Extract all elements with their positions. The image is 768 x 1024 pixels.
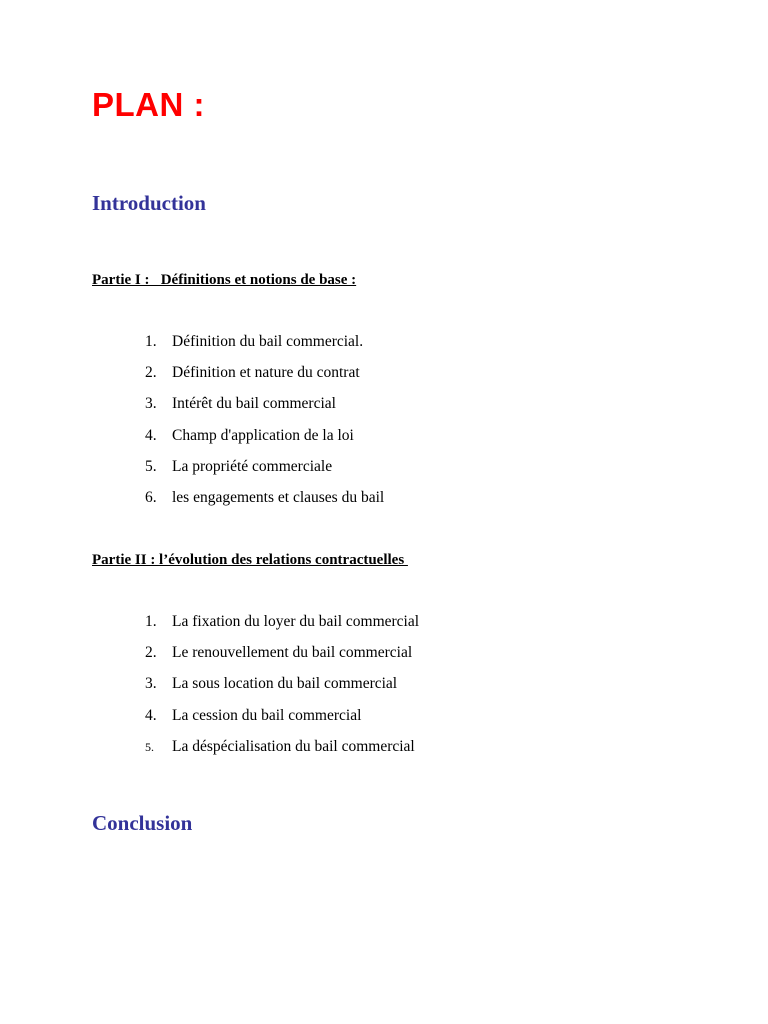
list-item-number: 2. [145,644,157,662]
list-item-text: La déspécialisation du bail commercial [172,737,415,755]
list-item-text: Définition du bail commercial. [172,333,364,350]
list-item-text: Intérêt du bail commercial [172,395,336,413]
list-item-text: La fixation du loyer du bail commercial [172,613,420,630]
list-item [145,489,384,520]
part-2-list [145,613,419,769]
list-item-number: 2. [145,364,157,382]
list-item-number: 5. [145,457,157,475]
list-item [145,644,419,675]
plan-title: PLAN : [92,86,205,123]
list-item-number: 1. [145,613,157,630]
list-item-text: Champ d'application de la loi [172,426,354,444]
part-1-heading: Partie I : Définitions et notions de base : [92,272,357,288]
list-item-number: 6. [145,488,157,506]
list-item [145,613,419,644]
list-item-number: 3. [145,675,157,693]
list-item-text: La sous location du bail commercial [172,675,398,693]
list-item [145,333,384,364]
list-item-text: Le renouvellement du bail commercial [172,644,413,662]
list-item-text: La cession du bail commercial [172,706,362,724]
list-item [145,395,384,426]
list-item [145,738,419,769]
conclusion-heading: Conclusion [92,811,193,835]
list-item-text: les engagements et clauses du bail [172,488,385,506]
list-item-number: 4. [145,426,157,444]
list-item-number: 1. [145,333,157,350]
list-item [145,364,384,395]
list-item-number: 5. [145,739,154,754]
list-item-number: 3. [145,395,157,413]
list-item-number: 4. [145,706,157,724]
list-item [145,707,419,738]
list-item [145,427,384,458]
list-item [145,675,419,706]
introduction-heading: Introduction [92,191,206,215]
list-item [145,458,384,489]
list-item-text: La propriété commerciale [172,457,333,475]
list-item-text: Définition et nature du contrat [172,364,360,382]
part-1-list [145,333,384,520]
part-2-heading: Partie II : l’évolution des relations contractuelles [92,552,408,568]
